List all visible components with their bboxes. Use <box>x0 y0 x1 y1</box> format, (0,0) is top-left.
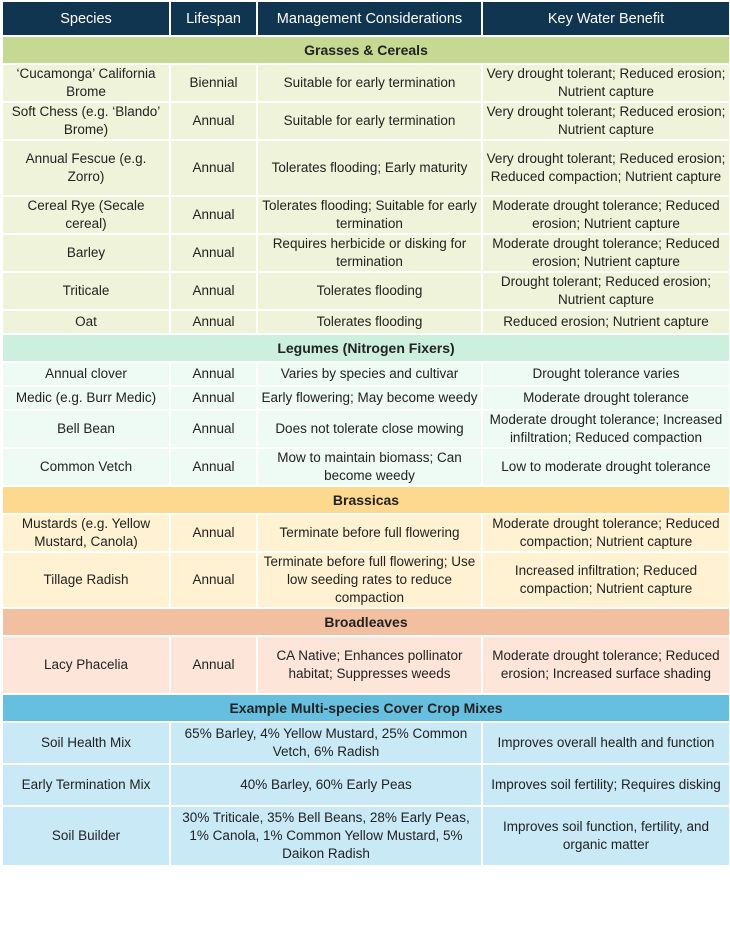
table-row <box>2 140 730 196</box>
lifespan-cell: Annual <box>170 362 257 386</box>
benefit-cell: Improves soil fertility; Requires disking <box>482 764 730 806</box>
species-cell: Oat <box>2 310 170 334</box>
benefit-cell: Low to moderate drought tolerance <box>482 448 730 486</box>
species-cell: Annual clover <box>2 362 170 386</box>
species-cell: Lacy Phacelia <box>2 636 170 694</box>
lifespan-cell: Annual <box>170 196 257 234</box>
header-benefit: Key Water Benefit <box>482 1 730 36</box>
benefit-cell: Moderate drought tolerance; Reduced compaction; Nutrient capture <box>482 514 730 552</box>
table-row <box>2 362 730 386</box>
lifespan-cell: Annual <box>170 140 257 196</box>
species-cell: Common Vetch <box>2 448 170 486</box>
section-header-broadleaves <box>2 608 730 636</box>
management-cell: Mow to maintain biomass; Can become weedy <box>257 448 482 486</box>
benefit-cell: Moderate drought tolerance; Reduced erosion; Increased surface shading <box>482 636 730 694</box>
benefit-cell: Very drought tolerant; Reduced erosion; Nutrient capture <box>482 64 730 102</box>
table-row <box>2 722 730 764</box>
lifespan-cell: Annual <box>170 102 257 140</box>
table-row <box>2 272 730 310</box>
section-title: Legumes (Nitrogen Fixers) <box>2 334 730 362</box>
benefit-cell: Very drought tolerant; Reduced erosion; Nutrient capture <box>482 102 730 140</box>
management-cell: Does not tolerate close mowing <box>257 410 482 448</box>
species-cell: Tillage Radish <box>2 552 170 608</box>
mix-composition-cell: 65% Barley, 4% Yellow Mustard, 25% Common Vetch, 6% Radish <box>170 722 482 764</box>
lifespan-cell: Annual <box>170 636 257 694</box>
benefit-cell: Improves soil function, fertility, and organic matter <box>482 806 730 866</box>
benefit-cell: Reduced erosion; Nutrient capture <box>482 310 730 334</box>
header-lifespan: Lifespan <box>170 1 257 36</box>
species-cell: Triticale <box>2 272 170 310</box>
lifespan-cell: Annual <box>170 272 257 310</box>
species-cell: Cereal Rye (Secale cereal) <box>2 196 170 234</box>
benefit-cell: Moderate drought tolerance; Reduced erosion; Nutrient capture <box>482 196 730 234</box>
table-row <box>2 310 730 334</box>
table-row <box>2 764 730 806</box>
mix-composition-cell: 40% Barley, 60% Early Peas <box>170 764 482 806</box>
management-cell: Early flowering; May become weedy <box>257 386 482 410</box>
benefit-cell: Moderate drought tolerance; Reduced erosion; Nutrient capture <box>482 234 730 272</box>
management-cell: Tolerates flooding; Early maturity <box>257 140 482 196</box>
mix-name-cell: Early Termination Mix <box>2 764 170 806</box>
lifespan-cell: Annual <box>170 310 257 334</box>
benefit-cell: Moderate drought tolerance; Increased infiltration; Reduced compaction <box>482 410 730 448</box>
benefit-cell: Drought tolerance varies <box>482 362 730 386</box>
species-cell: Medic (e.g. Burr Medic) <box>2 386 170 410</box>
management-cell: Terminate before full flowering; Use low seeding rates to reduce compaction <box>257 552 482 608</box>
header-species: Species <box>2 1 170 36</box>
benefit-cell: Increased infiltration; Reduced compaction; Nutrient capture <box>482 552 730 608</box>
section-header-mixes <box>2 694 730 722</box>
management-cell: Varies by species and cultivar <box>257 362 482 386</box>
section-title: Grasses & Cereals <box>2 36 730 64</box>
species-cell: ‘Cucamonga’ California Brome <box>2 64 170 102</box>
table-row <box>2 196 730 234</box>
lifespan-cell: Annual <box>170 552 257 608</box>
species-cell: Soft Chess (e.g. ‘Blando’ Brome) <box>2 102 170 140</box>
section-header-brassicas <box>2 486 730 514</box>
header-row <box>2 1 730 36</box>
benefit-cell: Improves overall health and function <box>482 722 730 764</box>
section-header-grasses <box>2 36 730 64</box>
lifespan-cell: Biennial <box>170 64 257 102</box>
lifespan-cell: Annual <box>170 410 257 448</box>
species-cell: Bell Bean <box>2 410 170 448</box>
table-row <box>2 448 730 486</box>
benefit-cell: Very drought tolerant; Reduced erosion; Reduced compaction; Nutrient capture <box>482 140 730 196</box>
table-row <box>2 64 730 102</box>
mix-name-cell: Soil Builder <box>2 806 170 866</box>
table-row <box>2 386 730 410</box>
table-row <box>2 410 730 448</box>
lifespan-cell: Annual <box>170 386 257 410</box>
table-row <box>2 102 730 140</box>
management-cell: CA Native; Enhances pollinator habitat; Suppresses weeds <box>257 636 482 694</box>
management-cell: Requires herbicide or disking for termination <box>257 234 482 272</box>
table-row <box>2 806 730 866</box>
table-row <box>2 234 730 272</box>
section-title: Brassicas <box>2 486 730 514</box>
benefit-cell: Moderate drought tolerance <box>482 386 730 410</box>
benefit-cell: Drought tolerant; Reduced erosion; Nutrient capture <box>482 272 730 310</box>
management-cell: Tolerates flooding <box>257 272 482 310</box>
species-cell: Mustards (e.g. Yellow Mustard, Canola) <box>2 514 170 552</box>
management-cell: Terminate before full flowering <box>257 514 482 552</box>
management-cell: Suitable for early termination <box>257 64 482 102</box>
table-row <box>2 514 730 552</box>
management-cell: Suitable for early termination <box>257 102 482 140</box>
lifespan-cell: Annual <box>170 234 257 272</box>
section-title: Example Multi-species Cover Crop Mixes <box>2 694 730 722</box>
mix-name-cell: Soil Health Mix <box>2 722 170 764</box>
species-cell: Barley <box>2 234 170 272</box>
species-cell: Annual Fescue (e.g. Zorro) <box>2 140 170 196</box>
lifespan-cell: Annual <box>170 448 257 486</box>
header-management: Management Considerations <box>257 1 482 36</box>
section-title: Broadleaves <box>2 608 730 636</box>
lifespan-cell: Annual <box>170 514 257 552</box>
section-header-legumes <box>2 334 730 362</box>
cover-crop-table <box>1 0 730 867</box>
table-row <box>2 552 730 608</box>
management-cell: Tolerates flooding; Suitable for early termination <box>257 196 482 234</box>
mix-composition-cell: 30% Triticale, 35% Bell Beans, 28% Early Peas, 1% Canola, 1% Common Yellow Mustard, 5% Daikon Radish <box>170 806 482 866</box>
table-row <box>2 636 730 694</box>
management-cell: Tolerates flooding <box>257 310 482 334</box>
